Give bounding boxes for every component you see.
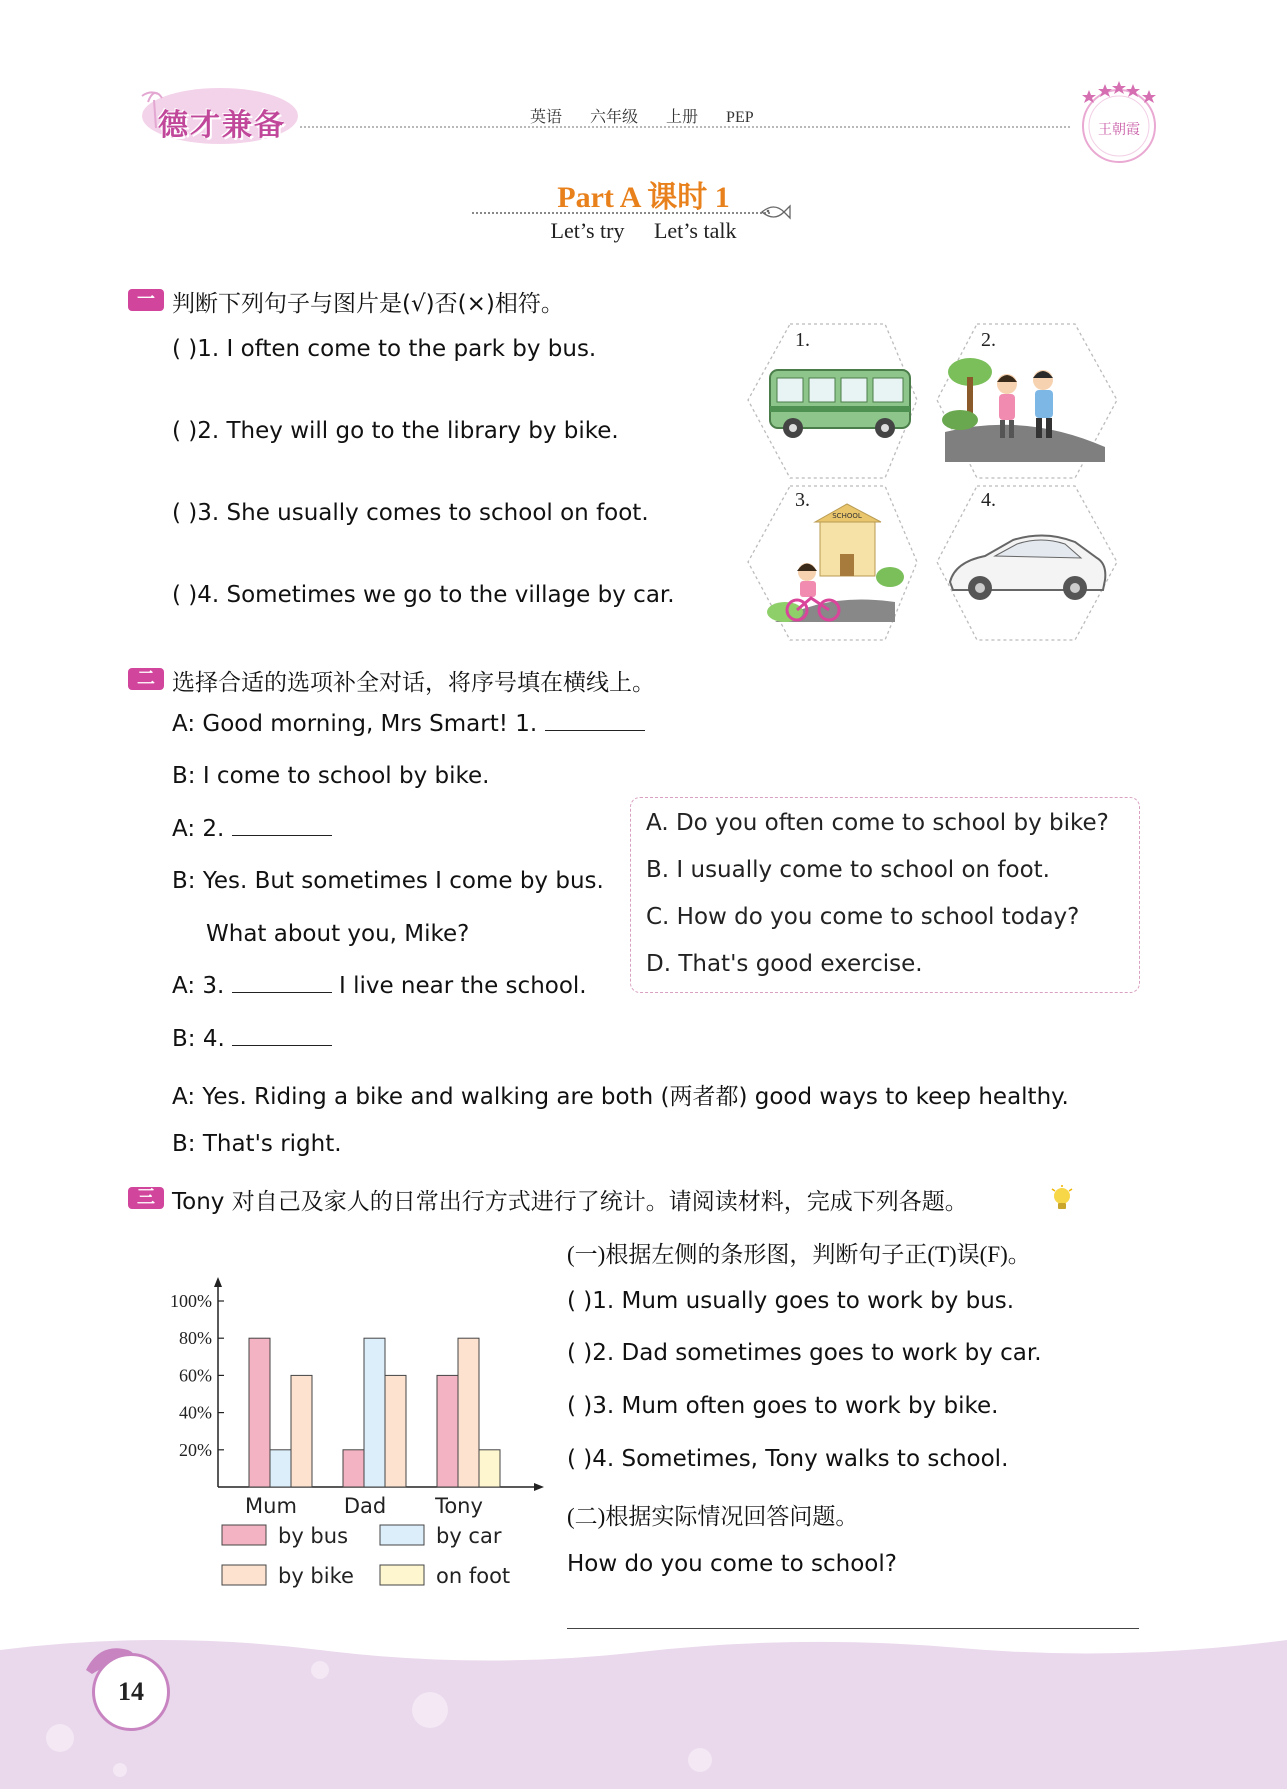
bar-dad-by-bus	[343, 1450, 364, 1487]
part1-item-4: ( )4. Sometimes, Tony walks to school.	[567, 1446, 1009, 1472]
section1-item-2: ( )2. They will go to the library by bike.	[172, 418, 619, 444]
y-tick-label: 80%	[179, 1328, 212, 1349]
section2-instruction: 选择合适的选项补全对话，将序号填在横线上。	[172, 670, 655, 696]
section3-instruction: Tony 对自己及家人的日常出行方式进行了统计。请阅读材料，完成下列各题。	[172, 1189, 968, 1215]
dialogue-line-2: B: I come to school by bike.	[172, 763, 490, 789]
dialogue-line-4: B: Yes. But sometimes I come by bus.	[172, 868, 604, 894]
logo-text: 德才兼备	[158, 108, 286, 143]
car-picture	[950, 535, 1105, 600]
option-d: D. That's good exercise.	[646, 951, 923, 977]
hexagon-pictures	[745, 322, 1125, 652]
dialogue-line-5: What about you, Mike?	[206, 921, 470, 947]
edition-label: PEP	[726, 109, 754, 126]
section1-item-3: ( )3. She usually comes to school on foot.	[172, 500, 649, 526]
dialogue-line-6-tail: I live near the school.	[338, 973, 587, 999]
bar-mum-by-car	[270, 1450, 291, 1487]
y-tick-label: 20%	[179, 1439, 212, 1460]
dialogue-line-1-text: A: Good morning, Mrs Smart! 1.	[172, 711, 538, 737]
y-axis-arrow	[214, 1277, 222, 1287]
picture-number-4: 4.	[981, 489, 996, 511]
picture-number-1: 1.	[795, 329, 810, 351]
legend-swatch	[380, 1525, 424, 1545]
lesson-subtitle	[0, 218, 1287, 244]
legend-swatch	[222, 1565, 266, 1585]
option-c: C. How do you come to school today?	[646, 904, 1080, 930]
publisher-logo	[128, 78, 300, 148]
option-b: B. I usually come to school on foot.	[646, 857, 1050, 883]
bar-mum-by-bike	[291, 1375, 312, 1487]
school-bike-picture	[767, 504, 904, 622]
dialogue-line-3-text: A: 2.	[172, 816, 225, 842]
y-tick-label: 60%	[179, 1365, 212, 1386]
y-tick-label: 40%	[179, 1402, 212, 1423]
bar-tony-by-bus	[437, 1375, 458, 1487]
section2-badge: 二	[128, 668, 164, 690]
picture-number-2: 2.	[981, 329, 996, 351]
dialogue-line-1	[172, 711, 645, 737]
subject-label: 英语	[530, 109, 563, 126]
badge-seal	[1075, 80, 1163, 168]
lesson-title: Part A 课时 1	[557, 181, 730, 214]
bar-dad-by-car	[364, 1338, 385, 1487]
children-walking-picture	[942, 358, 1105, 462]
y-tick-label: 100%	[170, 1291, 212, 1311]
x-tick-label: Dad	[343, 1494, 387, 1518]
header-course-info	[530, 104, 772, 127]
bar-tony-by-bike	[458, 1338, 479, 1487]
dialogue-line-7-text: B: 4.	[172, 1026, 225, 1052]
bus-picture	[770, 370, 910, 438]
options-box	[630, 797, 1140, 993]
legend-label: by bus	[278, 1524, 349, 1548]
section1-badge: 一	[128, 289, 164, 311]
answer-blank-3[interactable]	[232, 974, 332, 993]
lightbulb-icon	[1050, 1185, 1074, 1213]
x-tick-label: Tony	[435, 1494, 483, 1518]
bar-dad-by-bike	[385, 1375, 406, 1487]
bar-tony-on-foot	[479, 1450, 500, 1487]
answer-blank-1[interactable]	[545, 712, 645, 731]
part1-title: (一)根据左侧的条形图，判断句子正(T)误(F)。	[567, 1242, 1031, 1267]
subtitle-lets-talk: Let’s talk	[653, 218, 737, 243]
title-dotted-line	[472, 212, 770, 214]
picture-number-3: 3.	[795, 489, 810, 511]
dialogue-line-3	[172, 816, 332, 842]
subtitle-lets-try: Let’s try	[550, 218, 625, 243]
legend-label: on foot	[436, 1564, 511, 1588]
answer-blank-2[interactable]	[232, 817, 332, 836]
dialogue-line-9: B: That's right.	[172, 1131, 342, 1157]
part1-item-2: ( )2. Dad sometimes goes to work by car.	[567, 1340, 1042, 1366]
volume-label: 上册	[666, 109, 699, 126]
legend-label: by car	[436, 1524, 502, 1548]
brand-badge	[1075, 80, 1163, 168]
option-a: A. Do you often come to school by bike?	[646, 810, 1109, 836]
section3-badge: 三	[128, 1187, 164, 1209]
section1-item-4: ( )4. Sometimes we go to the village by car.	[172, 582, 675, 608]
legend-swatch	[380, 1565, 424, 1585]
legend-label: by bike	[278, 1564, 354, 1588]
badge-text: 王朝霞	[1098, 122, 1140, 138]
dialogue-line-6	[172, 973, 587, 999]
legend-swatch	[222, 1525, 266, 1545]
part1-item-3: ( )3. Mum often goes to work by bike.	[567, 1393, 999, 1419]
x-tick-label: Mum	[245, 1494, 297, 1518]
answer-blank-4[interactable]	[232, 1027, 332, 1046]
travel-bar-chart	[150, 1270, 550, 1590]
bar-mum-by-bus	[249, 1338, 270, 1487]
dialogue-line-6-text: A: 3.	[172, 973, 225, 999]
dialogue-line-8: A: Yes. Riding a bike and walking are both (两者都) good ways to keep healthy.	[172, 1084, 1069, 1110]
school-sign-text: SCHOOL	[832, 512, 862, 520]
x-axis-arrow	[534, 1483, 544, 1491]
section1-item-1: ( )1. I often come to the park by bus.	[172, 336, 597, 362]
page-number: 14	[92, 1653, 170, 1731]
picture-grid	[745, 322, 1125, 652]
footer-decoration	[0, 1610, 1287, 1789]
grade-label: 六年级	[590, 109, 639, 126]
part2-title: (二)根据实际情况回答问题。	[567, 1504, 859, 1529]
part2-question: How do you come to school?	[567, 1551, 897, 1577]
section1-instruction: 判断下列句子与图片是(√)否(×)相符。	[172, 291, 564, 317]
dialogue-line-7	[172, 1026, 332, 1052]
part1-item-1: ( )1. Mum usually goes to work by bus.	[567, 1288, 1015, 1314]
